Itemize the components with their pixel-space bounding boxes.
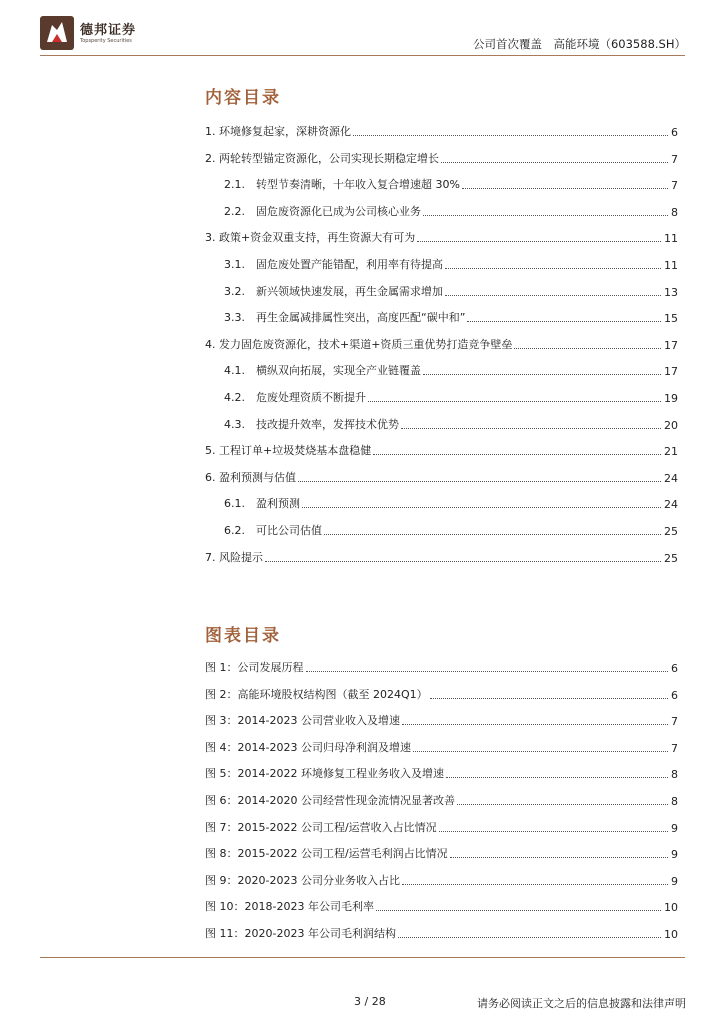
dot-leader xyxy=(413,750,668,752)
entry-label: 1. 环境修复起家，深耕资源化 xyxy=(205,125,351,138)
entry-label: 图 11：2020-2023 年公司毛利润结构 xyxy=(205,927,396,940)
dot-leader xyxy=(324,533,661,535)
entry-page-number: 13 xyxy=(664,285,678,299)
toc-entry[interactable] xyxy=(205,334,678,352)
entry-page-number: 21 xyxy=(664,445,678,459)
dot-leader xyxy=(368,400,661,402)
dot-leader xyxy=(462,187,668,189)
toc-entry[interactable] xyxy=(224,360,678,378)
dot-leader xyxy=(445,267,661,269)
dot-leader xyxy=(430,697,668,699)
entry-label: 图 10：2018-2023 年公司毛利率 xyxy=(205,900,374,914)
entry-page-number: 11 xyxy=(664,259,678,272)
entry-page-number: 7 xyxy=(671,179,678,193)
entry-label: 图 3：2014-2023 公司营业收入及增速 xyxy=(205,714,400,728)
entry-page-number: 8 xyxy=(671,795,678,808)
dot-leader xyxy=(401,427,661,429)
figure-entry[interactable] xyxy=(205,737,678,755)
entry-label: 3. 政策+资金双重支持，再生资源大有可为 xyxy=(205,231,416,245)
logo-emblem-icon xyxy=(40,16,74,50)
toc-entry[interactable] xyxy=(224,387,678,405)
dot-leader xyxy=(402,723,668,725)
dot-leader xyxy=(457,803,668,805)
entry-page-number: 6 xyxy=(671,688,678,702)
dot-leader xyxy=(302,506,661,508)
entry-page-number: 9 xyxy=(671,821,678,835)
toc-entry[interactable] xyxy=(224,281,678,299)
entry-page-number: 17 xyxy=(664,338,678,352)
entry-label: 3.1. 固危废处置产能错配，利用率有待提高 xyxy=(224,258,443,271)
figure-entry[interactable] xyxy=(205,790,678,808)
entry-label: 4. 发力固危废资源化，技术+渠道+资质三重优势打造竞争壁垒 xyxy=(205,337,513,351)
entry-page-number: 17 xyxy=(664,365,678,379)
company-logo xyxy=(40,16,170,50)
toc-entry[interactable] xyxy=(224,254,678,272)
toc-entry[interactable] xyxy=(224,201,678,219)
header-divider xyxy=(40,55,685,56)
toc-entry[interactable] xyxy=(224,520,678,538)
figure-entry[interactable] xyxy=(205,896,678,914)
entry-label: 2.1. 转型节奏清晰，十年收入复合增速超 30% xyxy=(224,178,460,192)
entry-page-number: 25 xyxy=(664,525,678,538)
figures-title: 图表目录 xyxy=(205,626,281,646)
entry-page-number: 10 xyxy=(664,901,678,915)
entry-page-number: 25 xyxy=(664,551,678,565)
dot-leader xyxy=(398,936,661,938)
figure-entry[interactable] xyxy=(205,843,678,861)
entry-page-number: 6 xyxy=(671,126,678,139)
entry-label: 图 9：2020-2023 公司分业务收入占比 xyxy=(205,873,400,887)
entry-page-number: 7 xyxy=(671,715,678,729)
entry-page-number: 7 xyxy=(671,152,678,166)
entry-label: 图 2：高能环境股权结构图（截至 2024Q1） xyxy=(205,687,428,701)
legal-disclaimer: 请务必阅读正文之后的信息披露和法律声明 xyxy=(477,997,686,1010)
logo-name-en: Topsperity Securities xyxy=(80,38,132,44)
toc-entry[interactable] xyxy=(224,493,678,511)
entry-label: 图 7：2015-2022 公司工程/运营收入占比情况 xyxy=(205,820,437,834)
entry-page-number: 11 xyxy=(664,232,678,246)
entry-label: 4.2. 危废处理资质不断提升 xyxy=(224,391,366,404)
entry-page-number: 7 xyxy=(671,741,678,755)
contents-title: 内容目录 xyxy=(205,88,281,108)
entry-page-number: 10 xyxy=(664,928,678,941)
entry-label: 图 5：2014-2022 环境修复工程业务收入及增速 xyxy=(205,767,444,781)
entry-label: 图 6：2014-2020 公司经营性现金流情况显著改善 xyxy=(205,794,455,807)
entry-page-number: 24 xyxy=(664,471,678,485)
entry-label: 图 1：公司发展历程 xyxy=(205,661,304,674)
figure-entry[interactable] xyxy=(205,763,678,781)
entry-label: 3.2. 新兴领域快速发展，再生金属需求增加 xyxy=(224,284,443,298)
figure-entry[interactable] xyxy=(205,817,678,835)
entry-page-number: 6 xyxy=(671,662,678,675)
footer-divider xyxy=(40,957,685,958)
toc-entry[interactable] xyxy=(205,227,678,245)
figure-entry[interactable] xyxy=(205,657,678,675)
report-info: 公司首次覆盖 高能环境（603588.SH） xyxy=(472,37,686,51)
toc-entry[interactable] xyxy=(224,174,678,192)
entry-label: 2.2. 固危废资源化已成为公司核心业务 xyxy=(224,204,421,218)
dot-leader xyxy=(298,480,661,482)
toc-entry[interactable] xyxy=(205,467,678,485)
dot-leader xyxy=(439,830,668,832)
logo-name-cn: 德邦证券 xyxy=(80,23,137,38)
entry-page-number: 15 xyxy=(664,312,678,326)
dot-leader xyxy=(376,909,661,911)
toc-entry[interactable] xyxy=(205,440,678,458)
page-number: 3 / 28 xyxy=(354,995,386,1008)
figure-entry[interactable] xyxy=(205,684,678,702)
dot-leader xyxy=(265,560,661,562)
dot-leader xyxy=(373,453,661,455)
entry-page-number: 8 xyxy=(671,768,678,782)
toc-entry[interactable] xyxy=(224,307,678,325)
toc-entry[interactable] xyxy=(224,414,678,432)
entry-label: 6.1. 盈利预测 xyxy=(224,497,300,511)
entry-page-number: 19 xyxy=(664,392,678,405)
entry-label: 4.3. 技改提升效率，发挥技术优势 xyxy=(224,417,399,431)
dot-leader xyxy=(402,883,668,885)
toc-entry[interactable] xyxy=(205,148,678,166)
dot-leader xyxy=(353,134,668,136)
entry-label: 6.2. 可比公司估值 xyxy=(224,524,322,537)
entry-label: 7. 风险提示 xyxy=(205,550,263,564)
entry-page-number: 8 xyxy=(671,205,678,219)
entry-label: 2. 两轮转型锚定资源化，公司实现长期稳定增长 xyxy=(205,151,439,165)
toc-entry[interactable] xyxy=(205,547,678,565)
dot-leader xyxy=(514,347,661,349)
entry-label: 4.1. 横纵双向拓展，实现全产业链覆盖 xyxy=(224,364,421,378)
dot-leader xyxy=(450,856,668,858)
entry-page-number: 9 xyxy=(671,874,678,888)
entry-page-number: 20 xyxy=(664,418,678,432)
dot-leader xyxy=(467,320,661,322)
toc-entry[interactable] xyxy=(205,121,678,139)
figure-entry[interactable] xyxy=(205,870,678,888)
dot-leader xyxy=(417,240,661,242)
entry-label: 5. 工程订单+垃圾焚烧基本盘稳健 xyxy=(205,444,372,458)
dot-leader xyxy=(446,776,668,778)
dot-leader xyxy=(306,670,669,672)
figure-entry[interactable] xyxy=(205,710,678,728)
dot-leader xyxy=(423,214,668,216)
dot-leader xyxy=(445,294,661,296)
entry-page-number: 9 xyxy=(671,848,678,862)
dot-leader xyxy=(441,161,668,163)
entry-label: 图 4：2014-2023 公司归母净利润及增速 xyxy=(205,740,411,754)
figure-entry[interactable] xyxy=(205,923,678,941)
entry-page-number: 24 xyxy=(664,498,678,512)
entry-label: 3.3. 再生金属减排属性突出，高度匹配“碳中和” xyxy=(224,311,466,325)
entry-label: 6. 盈利预测与估值 xyxy=(205,470,296,484)
dot-leader xyxy=(423,373,661,375)
entry-label: 图 8：2015-2022 公司工程/运营毛利润占比情况 xyxy=(205,847,448,861)
